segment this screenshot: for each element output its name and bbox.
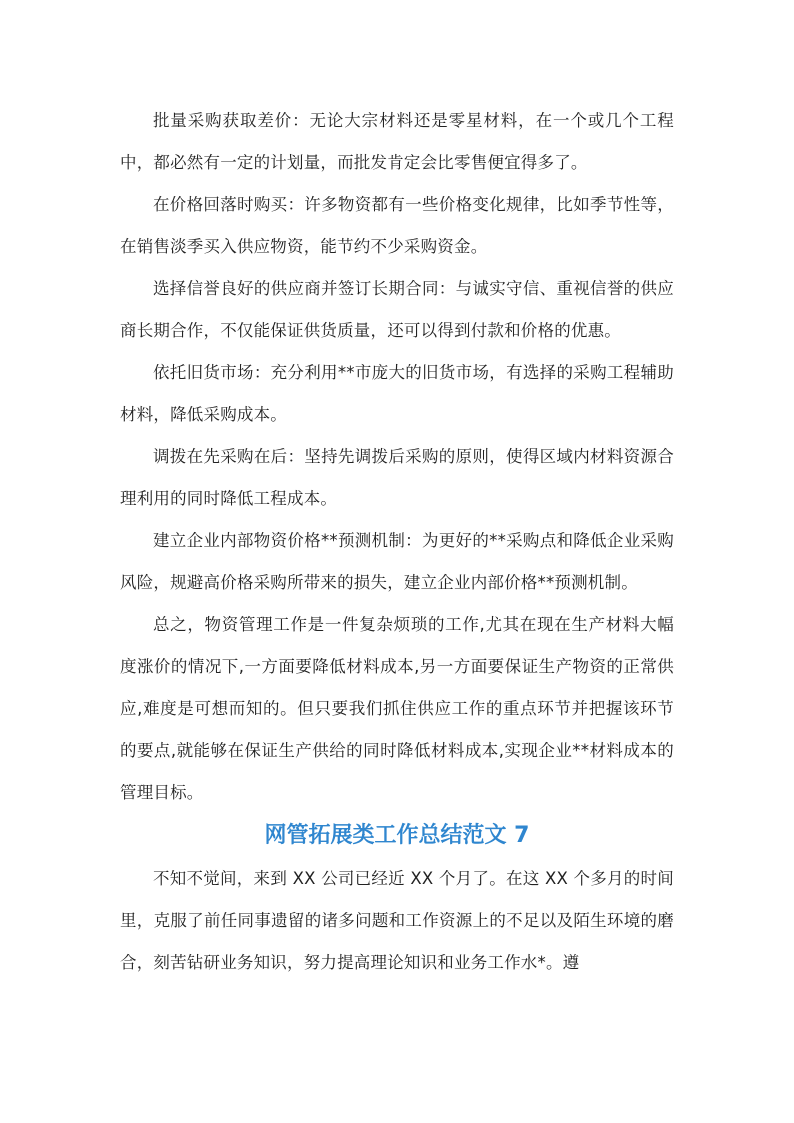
paragraph-price-drop: 在价格回落时购买：许多物资都有一些价格变化规律，比如季节性等，在销售淡季买入供应物资，能节约不少采购资金。 <box>120 195 674 256</box>
paragraph-used-market: 依托旧货市场：充分利用**市庞大的旧货市场，有选择的采购工程辅助材料，降低采购成本。 <box>120 363 674 424</box>
paragraph-supplier-contract: 选择信誉良好的供应商并签订长期合同：与诚实守信、重视信誉的供应商长期合作，不仅能保证供货质量，还可以得到付款和价格的优惠。 <box>120 279 674 340</box>
paragraph-summary: 总之，物资管理工作是一件复杂烦琐的工作,尤其在现在生产材料大幅度涨价的情况下,一方面要降低材料成本,另一方面要保证生产物资的正常供应,难度是可想而知的。但只要我们抓住供应工作的重点环节并把握该环节的要点,就能够在保证生产供给的同时降低材料成本,实现企业**材料成本的管理目标。 <box>120 615 674 802</box>
paragraph-intro: 不知不觉间，来到 XX 公司已经近 XX 个月了。在这 XX 个多月的时间里，克服了前任同事遗留的诸多问题和工作资源上的不足以及陌生环境的磨合，刻苦钻研业务知识，努力提高理论知识和业务工作水*。遵 <box>120 869 674 972</box>
section-heading: 网管拓展类工作总结范文 7 <box>264 823 530 848</box>
paragraph-bulk-purchase: 批量采购获取差价：无论大宗材料还是零星材料，在一个或几个工程中，都必然有一定的计划量，而批发肯定会比零售便宜得多了。 <box>120 111 674 172</box>
paragraph-allocation-first: 调拨在先采购在后：坚持先调拨后采购的原则，使得区域内材料资源合理利用的同时降低工程成本。 <box>120 447 674 508</box>
paragraph-price-forecast: 建立企业内部物资价格**预测机制：为更好的**采购点和降低企业采购风险，规避高价格采购所带来的损失，建立企业内部价格**预测机制。 <box>120 531 674 592</box>
